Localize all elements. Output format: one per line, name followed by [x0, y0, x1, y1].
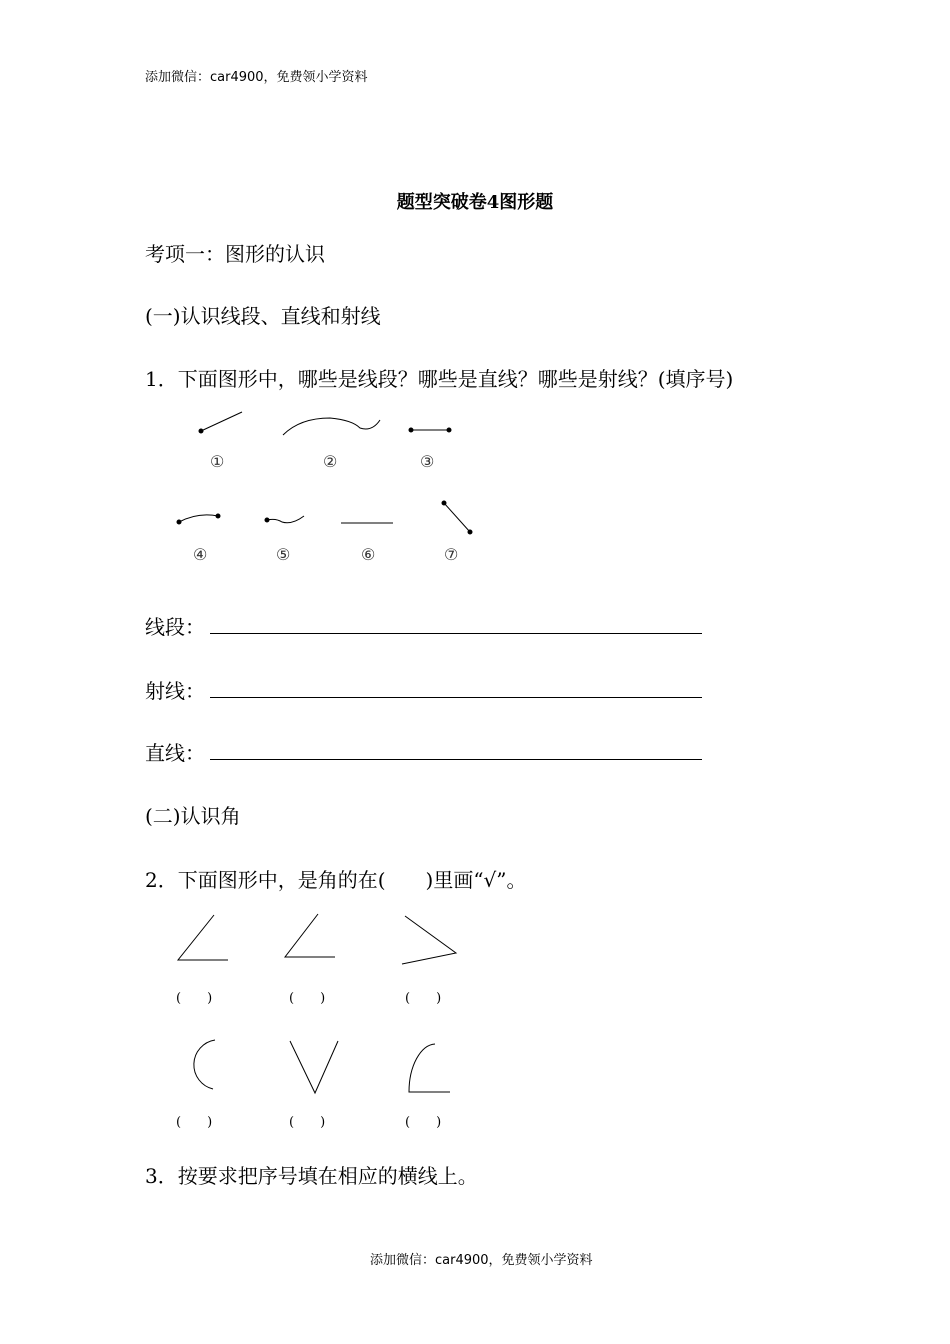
- figure-label-1: ①: [210, 452, 225, 471]
- question-1-text: 1．下面图形中，哪些是线段？哪些是直线？哪些是射线？(填序号): [145, 367, 734, 391]
- figure-label-3: ③: [420, 452, 435, 471]
- answer-ray-blank[interactable]: [210, 675, 702, 698]
- answer-paren-1[interactable]: ( ): [176, 991, 213, 1006]
- figure-label-4: ④: [193, 545, 208, 564]
- curve-figure-4: [194, 1040, 215, 1089]
- figure-1-ray: [199, 412, 242, 433]
- angle-figure-3: [402, 916, 456, 964]
- footer-watermark: 添加微信：car4900，免费领小学资料: [370, 1253, 593, 1268]
- figure-3-segment: [409, 428, 451, 432]
- figure-label-7: ⑦: [444, 545, 459, 564]
- header-watermark: 添加微信：car4900，免费领小学资料: [145, 70, 368, 85]
- figure-2-curve: [283, 418, 380, 435]
- answer-paren-3[interactable]: ( ): [405, 991, 442, 1006]
- figure-label-6: ⑥: [361, 545, 376, 564]
- section1-heading: 考项一：图形的认识: [145, 242, 325, 266]
- answer-paren-2[interactable]: ( ): [289, 991, 326, 1006]
- figure-label-5: ⑤: [276, 545, 291, 564]
- answer-paren-5[interactable]: ( ): [289, 1115, 326, 1130]
- figure-5-curve: [265, 516, 304, 523]
- question-3-text: 3．按要求把序号填在相应的横线上。: [145, 1164, 478, 1188]
- angle-figure-2: [285, 914, 335, 957]
- curve-angle-figure-6: [409, 1044, 450, 1092]
- figure-7-segment: [442, 501, 472, 534]
- answer-line-label: 直线：: [145, 741, 205, 765]
- figure-4-curve: [177, 514, 220, 524]
- section2-sub: (二)认识角: [145, 804, 241, 828]
- answer-paren-6[interactable]: ( ): [405, 1115, 442, 1130]
- angle-figure-5: [290, 1041, 338, 1093]
- angle-figure-1: [178, 915, 228, 960]
- answer-segment-blank[interactable]: [210, 611, 702, 634]
- answer-ray-label: 射线：: [145, 679, 205, 703]
- answer-line-blank[interactable]: [210, 737, 702, 760]
- page-title: 题型突破卷4图形题: [396, 192, 554, 213]
- section1-sub: (一)认识线段、直线和射线: [145, 304, 381, 328]
- question-2-text: 2．下面图形中，是角的在( )里画“√”。: [145, 868, 527, 892]
- answer-segment-label: 线段：: [145, 615, 205, 639]
- answer-paren-4[interactable]: ( ): [176, 1115, 213, 1130]
- figure-label-2: ②: [323, 452, 338, 471]
